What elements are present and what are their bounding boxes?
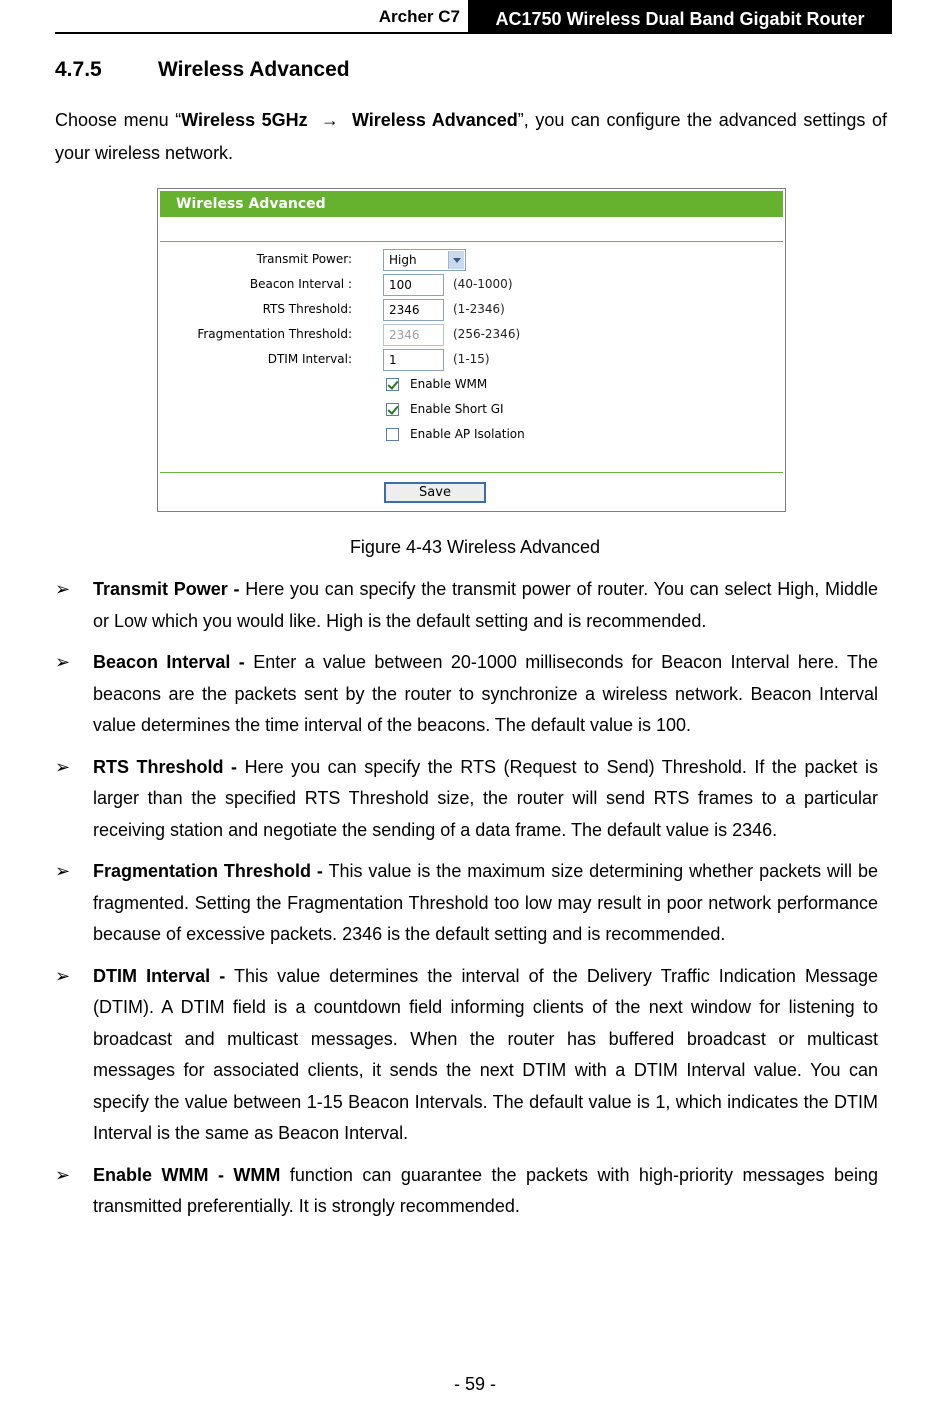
checkbox-checked-icon[interactable] (386, 403, 399, 416)
rts-threshold-range: (1-2346) (453, 302, 505, 316)
enable-short-gi-label: Enable Short GI (410, 402, 504, 416)
bullet-term: Enable WMM - WMM (93, 1164, 281, 1185)
list-item (55, 647, 878, 742)
transmit-power-value: High (389, 253, 417, 267)
beacon-interval-label: Beacon Interval : (249, 277, 352, 291)
beacon-interval-row (158, 274, 785, 296)
rts-threshold-row (158, 299, 785, 321)
transmit-power-select[interactable] (383, 249, 466, 271)
list-item (55, 1160, 878, 1223)
frag-threshold-input[interactable]: 2346 (383, 324, 444, 346)
bullet-term: Beacon Interval - (93, 652, 245, 672)
bullet-text: This value determines the interval of the Delivery Traffic Indication Message (DTIM). A DTIM field is a countdown field informing clients of the next window for listening to broadcast and multicast messages. When the router has buffered broadcast or multicast messages for associated clients, it sends the next DTIM with a DTIM Interval value. You can specify the value between 1-15 Beacon Intervals. The default value is 1, which indicates the DTIM Interval is the same as Beacon Interval. (93, 965, 879, 1143)
panel-divider-bottom (160, 472, 783, 473)
bullet-term: RTS Threshold - (93, 756, 238, 777)
list-item (55, 961, 878, 1150)
bullet-arrow-icon: ➢ (55, 1164, 71, 1186)
bullet-arrow-icon: ➢ (55, 861, 71, 882)
bullet-text: function can guarantee the packets with high-priority messages being transmitted preferentially. It is strongly recommended. (93, 1164, 878, 1216)
section-number: 4.7.5 (55, 58, 102, 81)
bullet-arrow-icon: ➢ (55, 756, 71, 778)
wireless-advanced-panel (157, 188, 786, 512)
beacon-interval-input[interactable]: 100 (383, 274, 444, 296)
bullet-arrow-icon: ➢ (55, 965, 71, 987)
bullet-arrow-icon: ➢ (55, 652, 71, 673)
section-heading (55, 58, 350, 82)
enable-ap-isolation-label: Enable AP Isolation (410, 427, 525, 441)
rts-threshold-label: RTS Threshold: (262, 302, 352, 316)
bullet-list (55, 574, 878, 1233)
list-item (55, 574, 878, 637)
dtim-interval-range: (1-15) (453, 352, 490, 366)
transmit-power-label: Transmit Power: (256, 252, 352, 266)
frag-threshold-range: (256-2346) (453, 327, 521, 341)
bullet-text: This value is the maximum size determining whether packets will be fragmented. Setting the Fragmentation Threshold too low may result in poor network performance because of excessive packets. 2346 is the default setting and is recommended. (93, 861, 878, 944)
page-number: - 59 - (453, 1374, 496, 1394)
bullet-term: Transmit Power - (93, 579, 240, 599)
header-product: AC1750 Wireless Dual Band Gigabit Router (468, 0, 892, 32)
checkbox-checked-icon[interactable] (386, 378, 399, 391)
checkbox-unchecked-icon[interactable] (386, 428, 399, 441)
bullet-text: Here you can specify the transmit power of router. You can select High, Middle or Low which you would like. High is the default setting and is recommended. (93, 579, 878, 631)
rts-threshold-input[interactable]: 2346 (383, 299, 444, 321)
arrow-icon: → (320, 110, 339, 130)
chevron-down-icon[interactable] (448, 251, 464, 269)
panel-title: Wireless Advanced (160, 191, 783, 217)
dtim-interval-row (158, 349, 785, 371)
figure-caption: Figure 4-43 Wireless Advanced (349, 537, 601, 557)
dtim-interval-label: DTIM Interval: (267, 352, 352, 366)
bullet-term: Fragmentation Threshold - (93, 861, 323, 881)
frag-threshold-row (158, 324, 785, 346)
intro-paragraph (55, 104, 887, 170)
bullet-arrow-icon: ➢ (55, 579, 71, 600)
intro-menu-a: Wireless 5GHz (181, 110, 308, 130)
intro-menu-b: Wireless Advanced (351, 110, 518, 130)
frag-threshold-label: Fragmentation Threshold: (197, 327, 352, 341)
intro-post: ”, you can configure the advanced settings of your wireless network. (55, 110, 887, 163)
bullet-term: DTIM Interval - (93, 965, 226, 986)
dtim-interval-input[interactable]: 1 (383, 349, 444, 371)
bullet-text: Enter a value between 20-1000 milliseconds for Beacon Interval here. The beacons are the packets sent by the router to synchronize a wireless network. Beacon Interval value determines the time interval of the beacons. The default value is 100. (93, 652, 878, 735)
intro-pre: Choose menu “ (55, 110, 182, 130)
bullet-text: Here you can specify the RTS (Request to Send) Threshold. If the packet is larger than the specified RTS Threshold size, the router will send RTS frames to a particular receiving station and negotiate the sending of a data frame. The default value is 2346. (93, 756, 878, 840)
section-title: Wireless Advanced (158, 58, 350, 81)
transmit-power-row (158, 249, 785, 271)
header-model: Archer C7 (378, 7, 460, 26)
list-item (55, 752, 878, 847)
list-item (55, 856, 878, 951)
page-header (55, 0, 892, 34)
beacon-interval-range: (40-1000) (453, 277, 513, 291)
enable-wmm-label: Enable WMM (410, 377, 488, 391)
panel-divider-top (160, 241, 783, 242)
save-button[interactable]: Save (384, 482, 486, 503)
